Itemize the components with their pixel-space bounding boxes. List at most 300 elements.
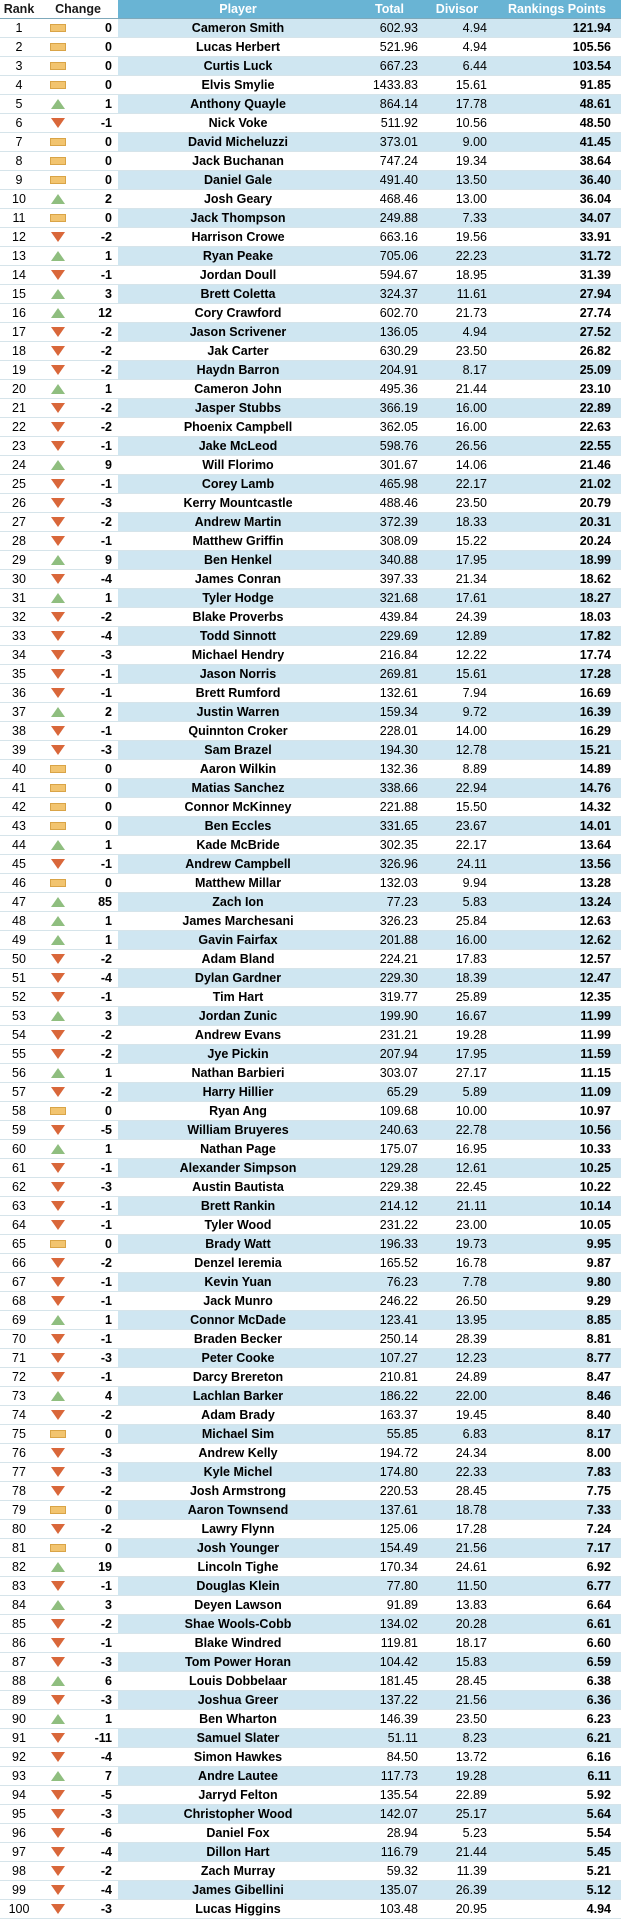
down-arrow-icon xyxy=(51,1885,65,1895)
player-cell: Ryan Ang xyxy=(118,1101,358,1120)
total-cell: 366.19 xyxy=(358,398,421,417)
table-row xyxy=(0,132,621,151)
divisor-cell: 26.50 xyxy=(421,1291,493,1310)
rank-cell: 4 xyxy=(0,75,38,94)
change-indicator xyxy=(38,1234,78,1253)
table-row xyxy=(0,1519,621,1538)
no-change-icon xyxy=(50,765,66,773)
player-cell: Aaron Wilkin xyxy=(118,759,358,778)
divisor-cell: 22.33 xyxy=(421,1462,493,1481)
table-row xyxy=(0,1405,621,1424)
divisor-cell: 27.17 xyxy=(421,1063,493,1082)
change-indicator xyxy=(38,1595,78,1614)
change-indicator xyxy=(38,151,78,170)
change-cell: 0 xyxy=(78,1234,118,1253)
table-row xyxy=(0,740,621,759)
table-row xyxy=(0,645,621,664)
down-arrow-icon xyxy=(51,1695,65,1705)
table-row xyxy=(0,1481,621,1500)
table-row xyxy=(0,512,621,531)
player-cell: Ben Eccles xyxy=(118,816,358,835)
total-cell: 109.68 xyxy=(358,1101,421,1120)
rank-cell: 91 xyxy=(0,1728,38,1747)
divisor-cell: 23.00 xyxy=(421,1215,493,1234)
change-indicator xyxy=(38,1557,78,1576)
total-cell: 28.94 xyxy=(358,1823,421,1842)
change-cell: -3 xyxy=(78,1462,118,1481)
divisor-cell: 22.78 xyxy=(421,1120,493,1139)
rank-cell: 69 xyxy=(0,1310,38,1329)
rank-cell: 58 xyxy=(0,1101,38,1120)
table-row xyxy=(0,303,621,322)
player-cell: Jordan Zunic xyxy=(118,1006,358,1025)
divisor-cell: 23.50 xyxy=(421,1709,493,1728)
rank-cell: 1 xyxy=(0,18,38,37)
change-indicator xyxy=(38,1576,78,1595)
down-arrow-icon xyxy=(51,479,65,489)
table-row xyxy=(0,246,621,265)
change-indicator xyxy=(38,1652,78,1671)
rank-cell: 75 xyxy=(0,1424,38,1443)
table-row xyxy=(0,1063,621,1082)
points-cell: 26.82 xyxy=(493,341,621,360)
divisor-cell: 8.89 xyxy=(421,759,493,778)
divisor-cell: 20.28 xyxy=(421,1614,493,1633)
rank-cell: 53 xyxy=(0,1006,38,1025)
table-row xyxy=(0,1538,621,1557)
up-arrow-icon xyxy=(51,99,65,109)
change-indicator xyxy=(38,1785,78,1804)
points-cell: 7.33 xyxy=(493,1500,621,1519)
rank-cell: 85 xyxy=(0,1614,38,1633)
rank-header: Rank xyxy=(0,0,38,18)
divisor-cell: 22.17 xyxy=(421,835,493,854)
divisor-cell: 15.61 xyxy=(421,75,493,94)
change-cell: -3 xyxy=(78,1804,118,1823)
change-indicator xyxy=(38,170,78,189)
rank-cell: 55 xyxy=(0,1044,38,1063)
rank-cell: 100 xyxy=(0,1899,38,1918)
table-row xyxy=(0,911,621,930)
divisor-cell: 28.39 xyxy=(421,1329,493,1348)
total-cell: 326.23 xyxy=(358,911,421,930)
change-indicator xyxy=(38,1709,78,1728)
rank-cell: 32 xyxy=(0,607,38,626)
up-arrow-icon xyxy=(51,308,65,318)
player-cell: Todd Sinnott xyxy=(118,626,358,645)
change-cell: 0 xyxy=(78,1500,118,1519)
total-cell: 77.23 xyxy=(358,892,421,911)
divisor-cell: 6.83 xyxy=(421,1424,493,1443)
total-cell: 174.80 xyxy=(358,1462,421,1481)
rank-cell: 9 xyxy=(0,170,38,189)
total-cell: 135.07 xyxy=(358,1880,421,1899)
divisor-cell: 15.61 xyxy=(421,664,493,683)
player-cell: Jak Carter xyxy=(118,341,358,360)
change-cell: -1 xyxy=(78,987,118,1006)
change-cell: 1 xyxy=(78,835,118,854)
total-cell: 602.93 xyxy=(358,18,421,37)
points-cell: 14.89 xyxy=(493,759,621,778)
change-indicator xyxy=(38,1367,78,1386)
change-indicator xyxy=(38,569,78,588)
total-cell: 663.16 xyxy=(358,227,421,246)
divisor-cell: 24.61 xyxy=(421,1557,493,1576)
down-arrow-icon xyxy=(51,631,65,641)
rank-cell: 28 xyxy=(0,531,38,550)
rank-cell: 29 xyxy=(0,550,38,569)
rank-cell: 43 xyxy=(0,816,38,835)
rank-cell: 26 xyxy=(0,493,38,512)
change-cell: -1 xyxy=(78,1329,118,1348)
points-cell: 10.22 xyxy=(493,1177,621,1196)
player-cell: Corey Lamb xyxy=(118,474,358,493)
total-cell: 269.81 xyxy=(358,664,421,683)
divisor-cell: 18.95 xyxy=(421,265,493,284)
player-cell: Douglas Klein xyxy=(118,1576,358,1595)
change-cell: 3 xyxy=(78,1006,118,1025)
total-cell: 181.45 xyxy=(358,1671,421,1690)
points-cell: 9.87 xyxy=(493,1253,621,1272)
change-cell: 12 xyxy=(78,303,118,322)
total-cell: 491.40 xyxy=(358,170,421,189)
divisor-cell: 19.73 xyxy=(421,1234,493,1253)
divisor-cell: 21.56 xyxy=(421,1690,493,1709)
points-cell: 11.09 xyxy=(493,1082,621,1101)
player-cell: Brady Watt xyxy=(118,1234,358,1253)
player-cell: Nathan Barbieri xyxy=(118,1063,358,1082)
divisor-cell: 16.00 xyxy=(421,417,493,436)
change-indicator xyxy=(38,94,78,113)
player-cell: Ben Henkel xyxy=(118,550,358,569)
player-cell: Josh Younger xyxy=(118,1538,358,1557)
total-cell: 136.05 xyxy=(358,322,421,341)
rank-cell: 64 xyxy=(0,1215,38,1234)
change-cell: -1 xyxy=(78,721,118,740)
table-row xyxy=(0,759,621,778)
rank-cell: 6 xyxy=(0,113,38,132)
points-cell: 11.99 xyxy=(493,1006,621,1025)
points-cell: 13.28 xyxy=(493,873,621,892)
rank-cell: 54 xyxy=(0,1025,38,1044)
total-cell: 240.63 xyxy=(358,1120,421,1139)
change-cell: -1 xyxy=(78,1367,118,1386)
total-cell: 439.84 xyxy=(358,607,421,626)
player-cell: Jordan Doull xyxy=(118,265,358,284)
change-indicator xyxy=(38,1823,78,1842)
player-cell: Tim Hart xyxy=(118,987,358,1006)
rank-cell: 11 xyxy=(0,208,38,227)
change-cell: -2 xyxy=(78,512,118,531)
total-cell: 76.23 xyxy=(358,1272,421,1291)
total-cell: 137.61 xyxy=(358,1500,421,1519)
change-indicator xyxy=(38,455,78,474)
change-indicator xyxy=(38,1215,78,1234)
change-indicator xyxy=(38,189,78,208)
change-cell: -1 xyxy=(78,683,118,702)
rank-cell: 52 xyxy=(0,987,38,1006)
total-cell: 228.01 xyxy=(358,721,421,740)
up-arrow-icon xyxy=(51,1068,65,1078)
table-row xyxy=(0,1861,621,1880)
total-cell: 397.33 xyxy=(358,569,421,588)
divisor-cell: 17.61 xyxy=(421,588,493,607)
divisor-cell: 23.67 xyxy=(421,816,493,835)
change-cell: 3 xyxy=(78,1595,118,1614)
total-cell: 125.06 xyxy=(358,1519,421,1538)
no-change-icon xyxy=(50,81,66,89)
rank-cell: 2 xyxy=(0,37,38,56)
table-row xyxy=(0,1443,621,1462)
change-indicator xyxy=(38,645,78,664)
change-cell: -3 xyxy=(78,1443,118,1462)
points-cell: 9.29 xyxy=(493,1291,621,1310)
table-row xyxy=(0,265,621,284)
table-row xyxy=(0,607,621,626)
down-arrow-icon xyxy=(51,1353,65,1363)
total-cell: 229.69 xyxy=(358,626,421,645)
change-cell: -1 xyxy=(78,1215,118,1234)
player-cell: Kade McBride xyxy=(118,835,358,854)
points-cell: 15.21 xyxy=(493,740,621,759)
divisor-cell: 21.11 xyxy=(421,1196,493,1215)
change-cell: 1 xyxy=(78,379,118,398)
player-cell: Andrew Evans xyxy=(118,1025,358,1044)
table-row xyxy=(0,702,621,721)
player-cell: Dillon Hart xyxy=(118,1842,358,1861)
down-arrow-icon xyxy=(51,1828,65,1838)
up-arrow-icon xyxy=(51,1714,65,1724)
points-cell: 7.83 xyxy=(493,1462,621,1481)
down-arrow-icon xyxy=(51,859,65,869)
divisor-cell: 9.72 xyxy=(421,702,493,721)
change-indicator xyxy=(38,1633,78,1652)
total-cell: 303.07 xyxy=(358,1063,421,1082)
total-cell: 137.22 xyxy=(358,1690,421,1709)
table-row xyxy=(0,1424,621,1443)
rank-cell: 40 xyxy=(0,759,38,778)
table-row xyxy=(0,1880,621,1899)
points-cell: 16.69 xyxy=(493,683,621,702)
divisor-cell: 18.39 xyxy=(421,968,493,987)
up-arrow-icon xyxy=(51,1676,65,1686)
change-cell: -6 xyxy=(78,1823,118,1842)
change-indicator xyxy=(38,436,78,455)
down-arrow-icon xyxy=(51,1733,65,1743)
total-cell: 220.53 xyxy=(358,1481,421,1500)
divisor-cell: 17.95 xyxy=(421,550,493,569)
down-arrow-icon xyxy=(51,1258,65,1268)
divisor-cell: 14.00 xyxy=(421,721,493,740)
points-cell: 11.15 xyxy=(493,1063,621,1082)
player-cell: Kerry Mountcastle xyxy=(118,493,358,512)
divisor-cell: 24.39 xyxy=(421,607,493,626)
change-indicator xyxy=(38,1139,78,1158)
rank-cell: 38 xyxy=(0,721,38,740)
player-cell: Darcy Brereton xyxy=(118,1367,358,1386)
change-indicator xyxy=(38,1728,78,1747)
points-cell: 27.52 xyxy=(493,322,621,341)
rank-cell: 44 xyxy=(0,835,38,854)
points-cell: 22.63 xyxy=(493,417,621,436)
player-cell: Connor McKinney xyxy=(118,797,358,816)
total-cell: 302.35 xyxy=(358,835,421,854)
change-cell: -2 xyxy=(78,1044,118,1063)
table-row xyxy=(0,588,621,607)
down-arrow-icon xyxy=(51,1904,65,1914)
down-arrow-icon xyxy=(51,1809,65,1819)
rank-cell: 87 xyxy=(0,1652,38,1671)
down-arrow-icon xyxy=(51,327,65,337)
divisor-cell: 13.00 xyxy=(421,189,493,208)
no-change-icon xyxy=(50,138,66,146)
player-cell: Lucas Higgins xyxy=(118,1899,358,1918)
player-cell: James Conran xyxy=(118,569,358,588)
total-cell: 214.12 xyxy=(358,1196,421,1215)
rank-cell: 99 xyxy=(0,1880,38,1899)
points-cell: 121.94 xyxy=(493,18,621,37)
change-indicator xyxy=(38,1804,78,1823)
total-cell: 246.22 xyxy=(358,1291,421,1310)
table-row xyxy=(0,1234,621,1253)
table-row xyxy=(0,531,621,550)
change-cell: -3 xyxy=(78,1348,118,1367)
rank-cell: 66 xyxy=(0,1253,38,1272)
divisor-cell: 22.89 xyxy=(421,1785,493,1804)
divisor-cell: 28.45 xyxy=(421,1671,493,1690)
table-row xyxy=(0,816,621,835)
divisor-cell: 28.45 xyxy=(421,1481,493,1500)
change-indicator xyxy=(38,75,78,94)
up-arrow-icon xyxy=(51,194,65,204)
total-cell: 229.38 xyxy=(358,1177,421,1196)
change-indicator xyxy=(38,493,78,512)
table-row xyxy=(0,664,621,683)
player-cell: Braden Becker xyxy=(118,1329,358,1348)
rank-cell: 72 xyxy=(0,1367,38,1386)
player-cell: Jake McLeod xyxy=(118,436,358,455)
points-cell: 21.46 xyxy=(493,455,621,474)
player-cell: Shae Wools-Cobb xyxy=(118,1614,358,1633)
player-cell: Cory Crawford xyxy=(118,303,358,322)
change-indicator xyxy=(38,1766,78,1785)
divisor-cell: 17.83 xyxy=(421,949,493,968)
no-change-icon xyxy=(50,176,66,184)
points-cell: 10.56 xyxy=(493,1120,621,1139)
change-indicator xyxy=(38,1329,78,1348)
total-cell: 91.89 xyxy=(358,1595,421,1614)
change-indicator xyxy=(38,1880,78,1899)
points-cell: 18.27 xyxy=(493,588,621,607)
down-arrow-icon xyxy=(51,1486,65,1496)
table-row xyxy=(0,227,621,246)
change-cell: -3 xyxy=(78,1177,118,1196)
change-cell: -2 xyxy=(78,1614,118,1633)
points-cell: 6.59 xyxy=(493,1652,621,1671)
rank-cell: 10 xyxy=(0,189,38,208)
no-change-icon xyxy=(50,24,66,32)
player-cell: Blake Proverbs xyxy=(118,607,358,626)
total-cell: 196.33 xyxy=(358,1234,421,1253)
divisor-cell: 21.44 xyxy=(421,379,493,398)
total-cell: 175.07 xyxy=(358,1139,421,1158)
change-cell: 0 xyxy=(78,816,118,835)
no-change-icon xyxy=(50,1430,66,1438)
points-cell: 6.64 xyxy=(493,1595,621,1614)
change-cell: 0 xyxy=(78,170,118,189)
rank-cell: 20 xyxy=(0,379,38,398)
down-arrow-icon xyxy=(51,1087,65,1097)
rank-cell: 27 xyxy=(0,512,38,531)
points-cell: 12.35 xyxy=(493,987,621,1006)
player-cell: Andrew Martin xyxy=(118,512,358,531)
table-row xyxy=(0,550,621,569)
divisor-cell: 4.94 xyxy=(421,18,493,37)
total-cell: 231.21 xyxy=(358,1025,421,1044)
down-arrow-icon xyxy=(51,745,65,755)
total-cell: 51.11 xyxy=(358,1728,421,1747)
down-arrow-icon xyxy=(51,1524,65,1534)
change-indicator xyxy=(38,1063,78,1082)
change-indicator xyxy=(38,778,78,797)
player-cell: Kyle Michel xyxy=(118,1462,358,1481)
rank-cell: 21 xyxy=(0,398,38,417)
change-indicator xyxy=(38,588,78,607)
down-arrow-icon xyxy=(51,1163,65,1173)
change-indicator xyxy=(38,816,78,835)
rank-cell: 17 xyxy=(0,322,38,341)
change-cell: 0 xyxy=(78,759,118,778)
table-row xyxy=(0,493,621,512)
change-indicator xyxy=(38,740,78,759)
rank-cell: 79 xyxy=(0,1500,38,1519)
table-row xyxy=(0,1329,621,1348)
table-row xyxy=(0,75,621,94)
rank-cell: 31 xyxy=(0,588,38,607)
down-arrow-icon xyxy=(51,992,65,1002)
table-row xyxy=(0,1367,621,1386)
rank-cell: 13 xyxy=(0,246,38,265)
divisor-cell: 23.50 xyxy=(421,341,493,360)
change-indicator xyxy=(38,208,78,227)
no-change-icon xyxy=(50,62,66,70)
total-cell: 308.09 xyxy=(358,531,421,550)
down-arrow-icon xyxy=(51,1125,65,1135)
points-cell: 41.45 xyxy=(493,132,621,151)
table-row xyxy=(0,56,621,75)
down-arrow-icon xyxy=(51,726,65,736)
change-indicator xyxy=(38,1462,78,1481)
table-row xyxy=(0,873,621,892)
change-cell: 2 xyxy=(78,702,118,721)
change-cell: -2 xyxy=(78,1405,118,1424)
rank-cell: 73 xyxy=(0,1386,38,1405)
divisor-cell: 5.83 xyxy=(421,892,493,911)
player-cell: Andre Lautee xyxy=(118,1766,358,1785)
change-cell: 7 xyxy=(78,1766,118,1785)
divisor-cell: 19.28 xyxy=(421,1025,493,1044)
divisor-cell: 19.56 xyxy=(421,227,493,246)
table-row xyxy=(0,1766,621,1785)
change-cell: -2 xyxy=(78,227,118,246)
divisor-header: Divisor xyxy=(421,0,493,18)
divisor-cell: 8.23 xyxy=(421,1728,493,1747)
total-cell: 221.88 xyxy=(358,797,421,816)
change-indicator xyxy=(38,113,78,132)
table-row xyxy=(0,1310,621,1329)
table-row xyxy=(0,360,621,379)
player-cell: Nathan Page xyxy=(118,1139,358,1158)
